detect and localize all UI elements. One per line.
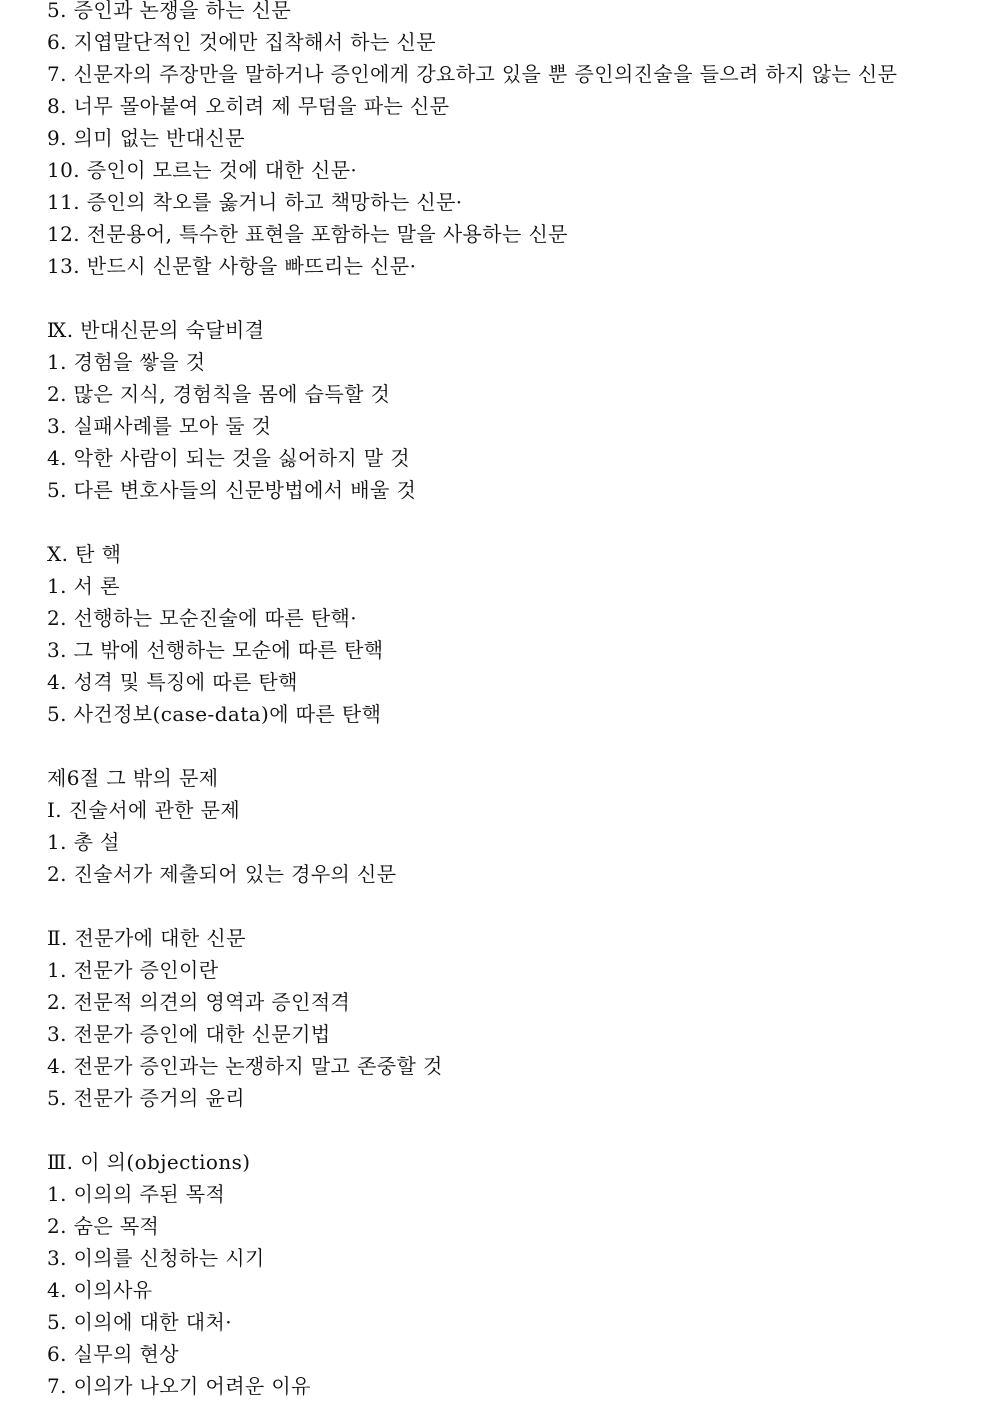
- section-heading: Ⅸ. 반대신문의 숙달비결: [47, 318, 265, 342]
- list-item: 1. 이의의 주된 목적: [47, 1182, 226, 1206]
- list-item: 3. 그 밖에 선행하는 모순에 따른 탄핵: [47, 638, 384, 662]
- section-heading: Ⅲ. 이 의(objections): [47, 1150, 251, 1174]
- list-continuation: [47, 0, 977, 282]
- list-item: 8. 너무 몰아붙여 오히려 제 무덤을 파는 신문: [47, 94, 450, 118]
- list-item: 1. 서 론: [47, 574, 120, 598]
- spacer: [47, 506, 977, 538]
- list-item: 2. 선행하는 모순진술에 따른 탄핵·: [47, 606, 358, 630]
- list-item: 1. 경험을 쌓을 것: [47, 350, 206, 374]
- section-other-issues: [47, 762, 977, 890]
- list-item: 4. 악한 사람이 되는 것을 싫어하지 말 것: [47, 446, 410, 470]
- list-item: 5. 전문가 증거의 윤리: [47, 1086, 245, 1110]
- list-item: 4. 전문가 증인과는 논쟁하지 말고 존중할 것: [47, 1054, 443, 1078]
- list-item: 6. 실무의 현상: [47, 1342, 179, 1366]
- section-mastery-tips: [47, 314, 977, 506]
- document-page: [47, 0, 977, 1402]
- list-item: 11. 증인의 착오를 옳거니 하고 책망하는 신문·: [47, 190, 463, 214]
- list-item: 7. 이의가 나오기 어려운 이유: [47, 1374, 311, 1398]
- list-item: 10. 증인이 모르는 것에 대한 신문·: [47, 158, 358, 182]
- list-item: 6. 지엽말단적인 것에만 집착해서 하는 신문: [47, 30, 436, 54]
- spacer: [47, 730, 977, 762]
- list-item: 3. 실패사례를 모아 둘 것: [47, 414, 272, 438]
- section-impeachment: [47, 538, 977, 730]
- list-item: 5. 다른 변호사들의 신문방법에서 배울 것: [47, 478, 417, 502]
- list-item: 2. 숨은 목적: [47, 1214, 160, 1238]
- section-expert-examination: [47, 922, 977, 1114]
- list-item: 3. 전문가 증인에 대한 신문기법: [47, 1022, 331, 1046]
- list-item: 9. 의미 없는 반대신문: [47, 126, 245, 150]
- list-item: 12. 전문용어, 특수한 표현을 포함하는 말을 사용하는 신문: [47, 222, 568, 246]
- list-item: 3. 이의를 신청하는 시기: [47, 1246, 265, 1270]
- section-heading: Ⅹ. 탄 핵: [47, 542, 122, 566]
- chapter-heading: 제6절 그 밖의 문제: [47, 766, 219, 790]
- spacer: [47, 1114, 977, 1146]
- section-objections: [47, 1146, 977, 1402]
- spacer: [47, 890, 977, 922]
- list-item: 13. 반드시 신문할 사항을 빠뜨리는 신문·: [47, 254, 417, 278]
- list-item: 2. 많은 지식, 경험칙을 몸에 습득할 것: [47, 382, 391, 406]
- list-item: 2. 전문적 의견의 영역과 증인적격: [47, 990, 351, 1014]
- list-item: 7. 신문자의 주장만을 말하거나 증인에게 강요하고 있을 뿐 증인의진술을 들으려 하지 않는 신문: [47, 62, 898, 86]
- section-heading: Ⅰ. 진술서에 관한 문제: [47, 798, 241, 822]
- list-item: 4. 성격 및 특징에 따른 탄핵: [47, 670, 298, 694]
- list-item: 1. 전문가 증인이란: [47, 958, 219, 982]
- list-item: 5. 사건정보(case-data)에 따른 탄핵: [47, 702, 382, 726]
- list-item: 5. 이의에 대한 대처·: [47, 1310, 232, 1334]
- list-item: 2. 진술서가 제출되어 있는 경우의 신문: [47, 862, 397, 886]
- list-item: 1. 총 설: [47, 830, 120, 854]
- section-heading: Ⅱ. 전문가에 대한 신문: [47, 926, 246, 950]
- spacer: [47, 282, 977, 314]
- list-item: 4. 이의사유: [47, 1278, 153, 1302]
- list-item: 5. 증인과 논쟁을 하는 신문: [47, 0, 292, 22]
